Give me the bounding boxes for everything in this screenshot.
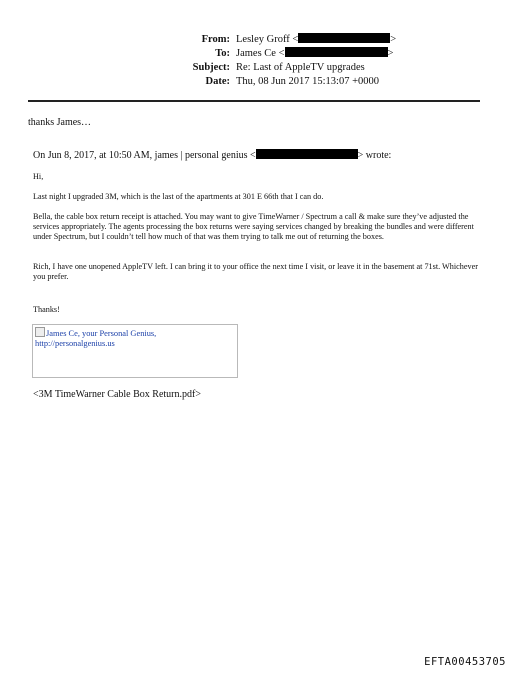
quote-intro bbox=[33, 149, 391, 162]
to-name: James Ce < bbox=[236, 48, 285, 59]
quote-intro-suffix: > wrote: bbox=[357, 150, 392, 161]
broken-image-icon bbox=[35, 327, 45, 337]
signature-image-box bbox=[32, 324, 238, 378]
from-label: From: bbox=[201, 34, 230, 45]
greeting: Hi, bbox=[33, 172, 44, 181]
to-label: To: bbox=[215, 48, 230, 59]
from-value bbox=[236, 33, 396, 47]
paragraph-upgrade: Last night I upgraded 3M, which is the last of the apartments at 301 E 66th that I can do. bbox=[33, 192, 324, 201]
to-tail: > bbox=[387, 48, 394, 59]
paragraph-cable-box: Bella, the cable box return receipt is attached. You may want to give TimeWarner / Spectrum a call & make sure they’ve adjusted the services appropriately. The agents processing the box returns were saying services changed by breaking the bundles and were different under Spectrum, but I couldn’t tell how much of that was them trying to talk me out of returning the boxes. bbox=[33, 212, 474, 242]
date-label: Date: bbox=[205, 76, 230, 87]
quote-intro-prefix: On Jun 8, 2017, at 10:50 AM, james | personal genius < bbox=[33, 150, 256, 161]
thanks-text: Thanks! bbox=[33, 305, 60, 314]
from-tail: > bbox=[390, 34, 397, 45]
signature-url: http://personalgenius.us bbox=[35, 339, 115, 348]
header-divider bbox=[28, 100, 480, 102]
attachment-name[interactable]: <3M TimeWarner Cable Box Return.pdf> bbox=[33, 389, 201, 400]
reply-text: thanks James… bbox=[28, 117, 92, 128]
subject-value: Re: Last of AppleTV upgrades bbox=[236, 62, 365, 73]
redaction-bar bbox=[256, 149, 358, 159]
document-id: EFTA00453705 bbox=[424, 656, 506, 668]
signature-link[interactable] bbox=[35, 327, 156, 349]
to-value bbox=[236, 47, 393, 61]
subject-label: Subject: bbox=[192, 62, 230, 73]
date-value: Thu, 08 Jun 2017 15:13:07 +0000 bbox=[236, 76, 380, 87]
signature-line-1: James Ce, your Personal Genius, bbox=[46, 329, 157, 338]
redaction-bar bbox=[298, 33, 390, 43]
paragraph-appletv: Rich, I have one unopened AppleTV left. I can bring it to your office the next time I visit, or leave it in the basement at 71st. Whichever you prefer. bbox=[33, 262, 478, 282]
redaction-bar bbox=[285, 47, 388, 57]
from-name: Lesley Groff < bbox=[236, 34, 299, 45]
